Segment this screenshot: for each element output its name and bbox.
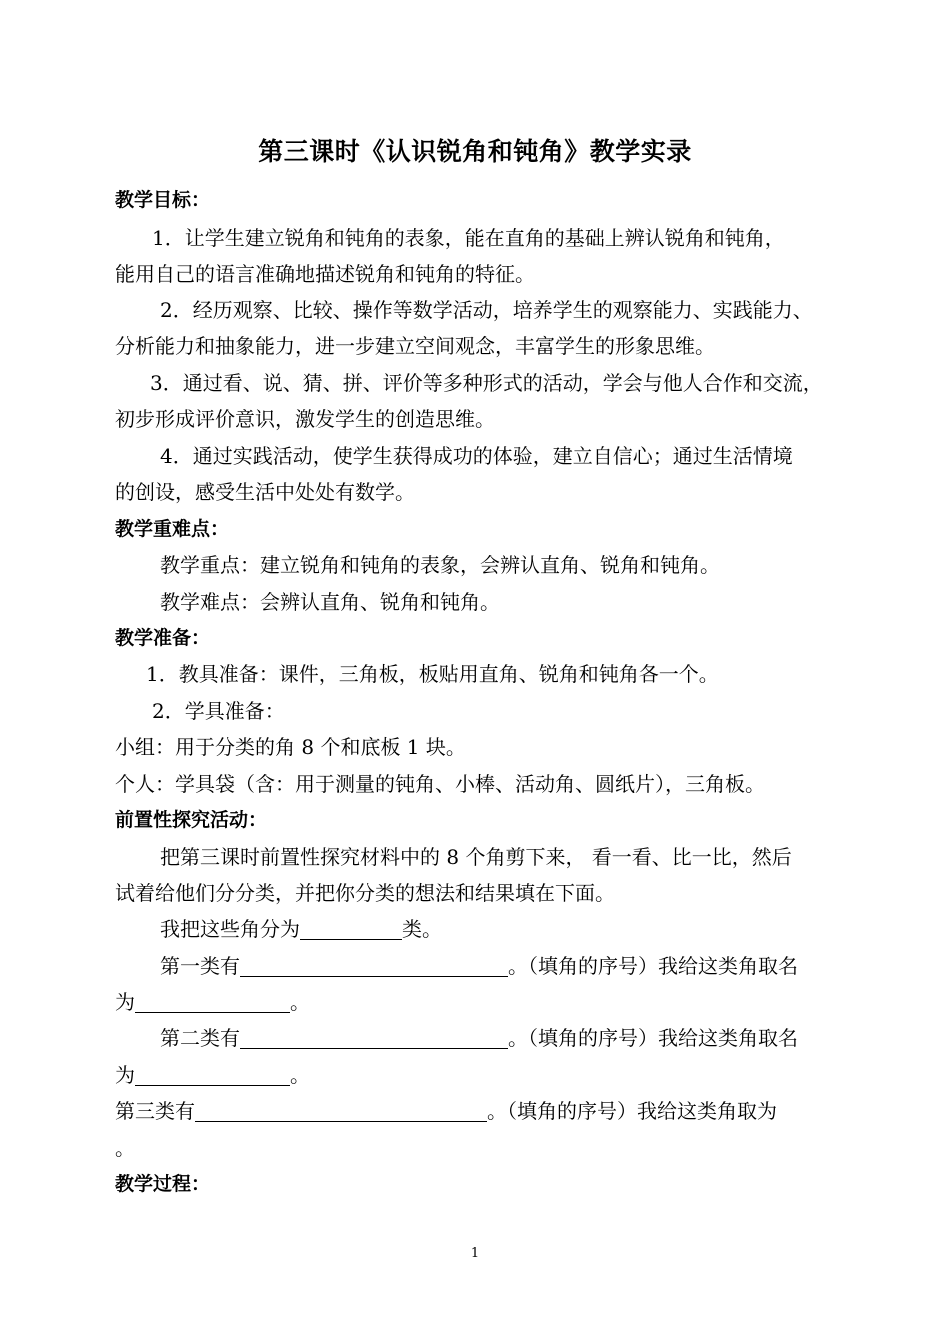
teacher-tools: 1．教具准备：课件，三角板，板贴用直角、锐角和钝角各一个。 <box>146 662 719 686</box>
third-category-label: 第三类有 <box>115 1099 195 1123</box>
preparation-heading: 教学准备： <box>115 627 211 649</box>
second-name-blank[interactable] <box>135 1065 290 1086</box>
objective-2-line-2: 分析能力和抽象能力，进一步建立空间观念，丰富学生的形象思维。 <box>115 334 715 358</box>
second-category-blank[interactable] <box>240 1028 508 1049</box>
objective-3-line-1: 3．通过看、说、猜、拼、评价等多种形式的活动，学会与他人合作和交流， <box>150 371 823 395</box>
page-title: 第三课时《认识锐角和钝角》教学实录 <box>258 137 692 166</box>
student-tools: 2．学具准备： <box>152 699 285 723</box>
second-name-suffix: 。 <box>290 1063 310 1087</box>
first-category-suffix: 。（填角的序号）我给这类角取名 <box>508 954 798 978</box>
first-name-line <box>115 988 310 1016</box>
objective-2-line-1: 2．经历观察、比较、操作等数学活动，培养学生的观察能力、实践能力、 <box>160 298 813 322</box>
process-heading: 教学过程： <box>115 1173 211 1195</box>
pre-activity-line-1: 把第三课时前置性探究材料中的 8 个角剪下来， 看一看、比一比，然后 <box>160 845 792 869</box>
key-points-heading: 教学重难点： <box>115 518 230 540</box>
third-category-end: 。 <box>115 1136 135 1160</box>
second-name-label: 为 <box>115 1063 135 1087</box>
second-category-label: 第二类有 <box>160 1026 240 1050</box>
category-count-line <box>160 915 442 943</box>
objective-3-line-2: 初步形成评价意识，激发学生的创造思维。 <box>115 407 495 431</box>
objectives-heading: 教学目标： <box>115 189 211 211</box>
first-name-blank[interactable] <box>135 992 290 1013</box>
teaching-difficulty: 教学难点：会辨认直角、锐角和钝角。 <box>160 590 500 614</box>
third-category-suffix: 。（填角的序号）我给这类角取为 <box>487 1099 777 1123</box>
objective-1-line-2: 能用自己的语言准确地描述锐角和钝角的特征。 <box>115 262 535 286</box>
second-category-line <box>160 1024 798 1052</box>
first-name-label: 为 <box>115 990 135 1014</box>
second-category-suffix: 。（填角的序号）我给这类角取名 <box>508 1026 798 1050</box>
page-number: 1 <box>470 1246 480 1261</box>
category-count-blank[interactable] <box>300 919 402 940</box>
third-category-line <box>115 1097 777 1125</box>
group-tools: 小组：用于分类的角 8 个和底板 1 块。 <box>115 735 466 759</box>
pre-activity-heading: 前置性探究活动： <box>115 809 268 831</box>
objective-4-line-2: 的创设，感受生活中处处有数学。 <box>115 480 415 504</box>
second-name-line <box>115 1061 310 1089</box>
objective-4-line-1: 4．通过实践活动，使学生获得成功的体验，建立自信心；通过生活情境 <box>160 444 793 468</box>
first-category-label: 第一类有 <box>160 954 240 978</box>
first-category-line <box>160 952 798 980</box>
teaching-focus: 教学重点：建立锐角和钝角的表象，会辨认直角、锐角和钝角。 <box>160 553 720 577</box>
pre-activity-line-2: 试着给他们分分类，并把你分类的想法和结果填在下面。 <box>115 881 615 905</box>
first-name-suffix: 。 <box>290 990 310 1014</box>
category-count-suffix: 类。 <box>402 917 442 941</box>
third-category-blank[interactable] <box>195 1101 487 1122</box>
objective-1-line-1: 1．让学生建立锐角和钝角的表象，能在直角的基础上辨认锐角和钝角， <box>152 226 785 250</box>
first-category-blank[interactable] <box>240 956 508 977</box>
category-count-label: 我把这些角分为 <box>160 917 300 941</box>
individual-tools: 个人：学具袋（含：用于测量的钝角、小棒、活动角、圆纸片），三角板。 <box>115 772 765 796</box>
